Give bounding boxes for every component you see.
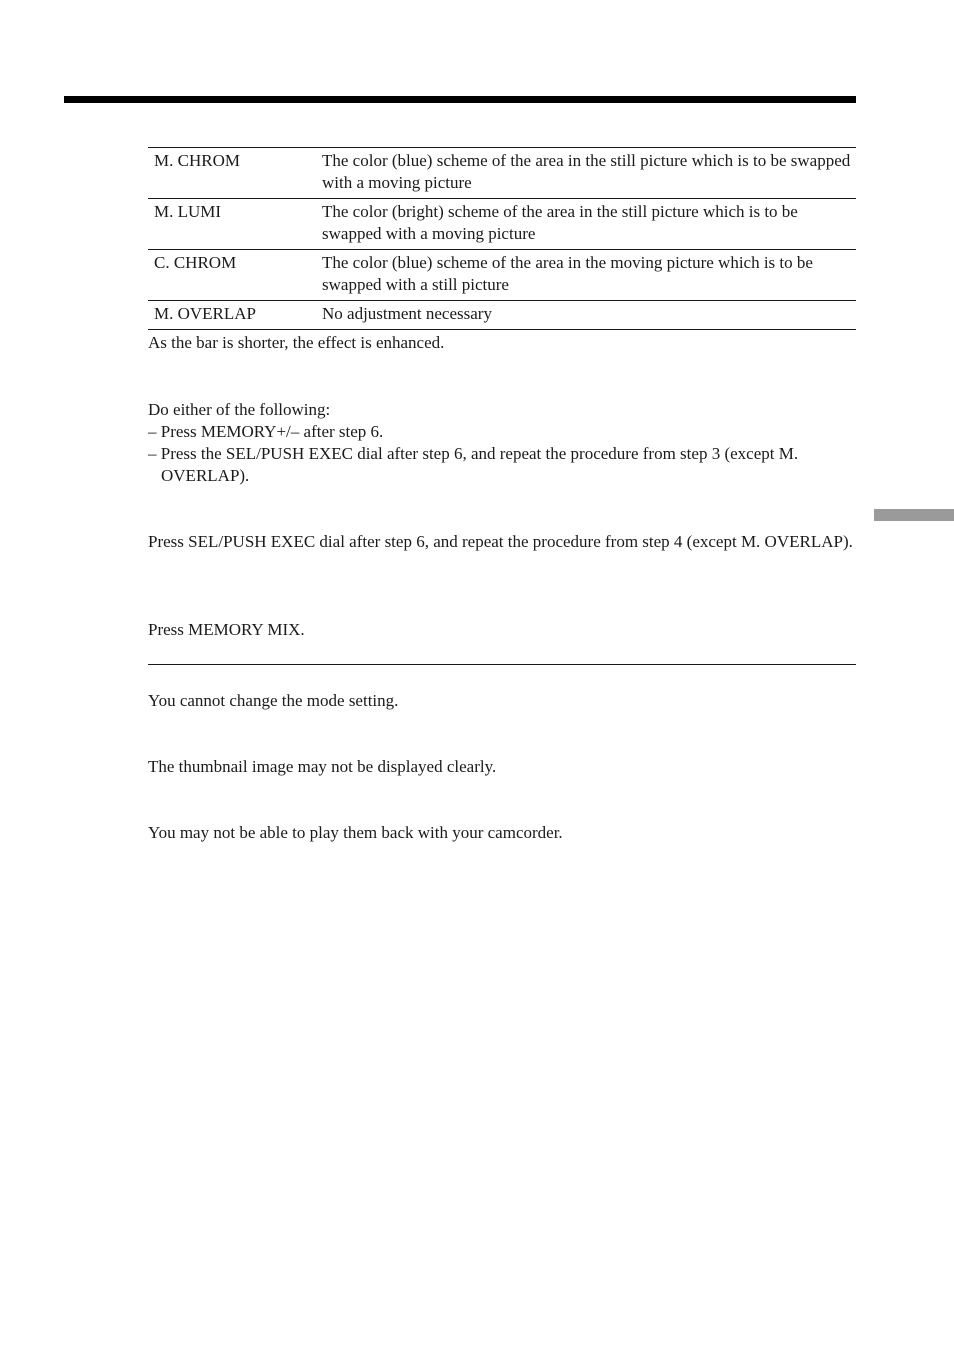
note-playback: You may not be able to play them back with your camcorder.: [148, 823, 563, 842]
mode-name: M. LUMI: [148, 199, 316, 250]
mode-settings-table: [148, 147, 856, 330]
mode-description: The color (bright) scheme of the area in the still picture which is to be swapped with a moving picture: [316, 199, 856, 250]
note-thumbnail: The thumbnail image may not be displayed clearly.: [148, 757, 497, 776]
section-index-tab: [874, 509, 954, 521]
header-rule: [64, 96, 856, 103]
bar-note: As the bar is shorter, the effect is enhanced.: [148, 333, 445, 352]
mode-name: M. OVERLAP: [154, 304, 257, 323]
either-intro: Do either of the following:: [148, 400, 331, 419]
mode-description: The color (blue) scheme of the area in the moving picture which is to be swapped with a still picture: [316, 250, 856, 301]
list-item: – Press MEMORY+/– after step 6.: [148, 422, 384, 441]
mode-name: C. CHROM: [148, 250, 316, 301]
mode-description: No adjustment necessary: [322, 304, 492, 323]
list-item: – Press the SEL/PUSH EXEC dial after step 6, and repeat the procedure from step 3 (except M. OVERLAP).: [148, 444, 799, 485]
table-row: [148, 148, 856, 199]
section-divider: [148, 664, 856, 665]
mix-note: Press MEMORY MIX.: [148, 620, 305, 639]
sel-note: Press SEL/PUSH EXEC dial after step 6, and repeat the procedure from step 4 (except M. OVERLAP).: [148, 532, 853, 551]
table-row: [148, 250, 856, 301]
either-instructions: [148, 399, 856, 487]
mode-description: The color (blue) scheme of the area in the still picture which is to be swapped with a moving picture: [316, 148, 856, 199]
note-mode-setting: You cannot change the mode setting.: [148, 691, 399, 710]
mode-name: M. CHROM: [148, 148, 316, 199]
table-row: [148, 301, 856, 330]
table-row: [148, 199, 856, 250]
